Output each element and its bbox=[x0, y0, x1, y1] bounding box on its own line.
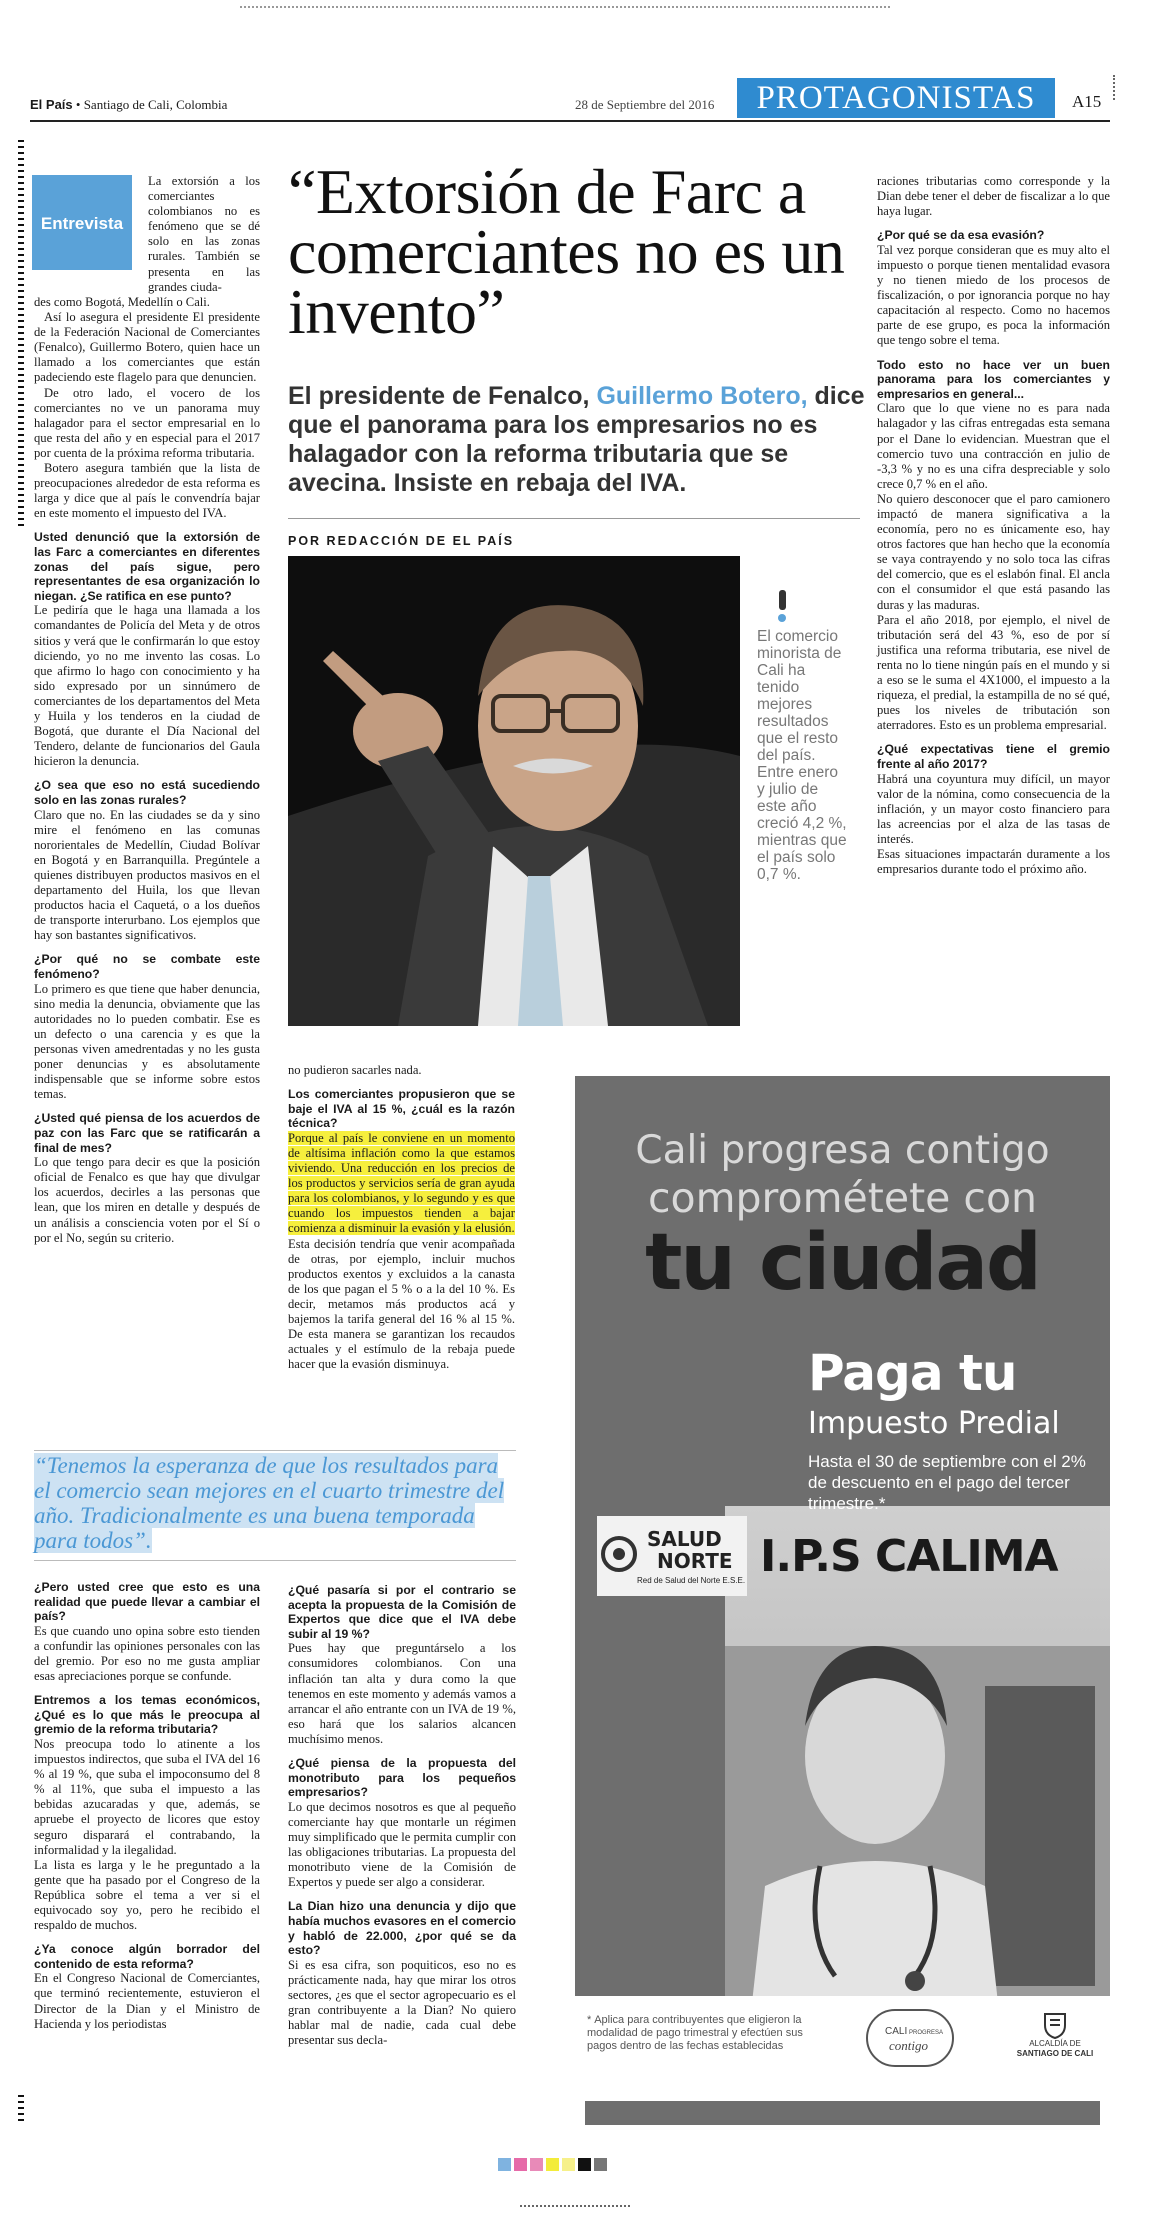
color-swatch bbox=[546, 2158, 559, 2171]
section-tag-label: Entrevista bbox=[40, 214, 124, 233]
question: Usted denunció que la extorsión de las Farc a comerciantes en diferentes zonas del país sigue, pero representantes de esa organización lo niegan. ¿Se ratifica en ese punto? bbox=[34, 530, 260, 603]
footnote-text: Aplica para contribuyentes que eligieron la modalidad de pago trimestral y efectúen sus pagos dentro de las fechas establecidas bbox=[587, 2014, 803, 2052]
deck-rule bbox=[288, 518, 860, 519]
deck-name: Guillermo Botero, bbox=[596, 382, 808, 410]
question: Todo esto no hace ver un buen panorama para los comerciantes y empresarios en general... bbox=[877, 357, 1110, 401]
column-1-continued bbox=[34, 1580, 260, 2032]
print-dots-right bbox=[1113, 75, 1117, 100]
color-swatch bbox=[578, 2158, 591, 2171]
ad-slogan-line2: comprométete con bbox=[647, 1174, 1038, 1222]
ad-building-image bbox=[725, 1506, 1110, 2066]
paragraph: Así lo asegura el presidente El presidente de la Federación Nacional de Comerciantes (Fenalco), Guillermo Botero, quien hace un llamado a los comerciantes que están padeciendo este flagelo para que denuncien. bbox=[34, 310, 260, 385]
question: ¿Qué expectativas tiene el gremio frente al año 2017? bbox=[877, 742, 1110, 771]
question: Los comerciantes propusieron que se baje el IVA al 15 %, ¿cuál es la razón técnica? bbox=[288, 1087, 515, 1131]
answer: Lo que decimos nosotros es que al pequeño comerciante hay que montarle un régimen muy simplificado que le permita cumplir con las obligaciones tributarias. La propuesta del monotributo viene de la Comisión de Expertos y puede ser algo a considerar. bbox=[288, 1799, 516, 1890]
answer: Claro que no. En las ciudades se da y sino mire el fenómeno en las comunas nororientales de Medellín, Ciudad Bolívar en Bogotá y en Barranquilla. Pregúntele a quienes distribuyen productos masivos en el departamento del Huila, los que llevan productos hacia el Caquetá, o a los dueños de transporte interurbano. Los ejemplos que hay son bastantes significativos. bbox=[34, 807, 260, 943]
issue-date: 28 de Septiembre del 2016 bbox=[575, 97, 715, 112]
paragraph: De otro lado, el vocero de los comerciantes no ve un panorama muy halagador para el sector empresarial en lo que resta del año y en especial para el 2017 por cuenta de la próxima reforma tributaria. bbox=[34, 385, 260, 460]
deck-text: dice que el panorama para los empresarios no es halagador con la reforma tributaria que se avecina. Insiste en rebaja del IVA. bbox=[288, 382, 865, 497]
answer: Si es esa cifra, son poquiticos, eso no es prácticamente nada, hay que mirar los otros sectores, ¿es que el sector agropecuario es el gran contribuyente a la Dian? No quiero hablar mal de nadie, cada cual debe presentar sus decla- bbox=[288, 1957, 516, 2048]
deck-text: El presidente de Fenalco, bbox=[288, 382, 597, 410]
portrait-photo bbox=[288, 556, 740, 1026]
paper-name: El País bbox=[30, 97, 73, 112]
answer: raciones tributarias como corresponde y la Dian debe tener el deber de fiscalizar a lo que haya lugar. bbox=[877, 174, 1110, 219]
answer: En el Congreso Nacional de Comerciantes, que terminó recientemente, estuvieron el Director de la Dian y el Ministro de Hacienda y los periodistas bbox=[34, 1971, 260, 2031]
pull-quote-text: “Tenemos la esperanza de que los resultados para el comercio sean mejores en el cuarto trimestre del año. Tradicionalmente es una buena temporada para todos”. bbox=[34, 1453, 505, 1553]
coat-of-arms-icon bbox=[1042, 2011, 1068, 2039]
section-title: PROTAGONISTAS bbox=[737, 78, 1055, 118]
pull-quote-rule-bottom bbox=[34, 1560, 516, 1561]
color-swatch bbox=[594, 2158, 607, 2171]
exclamation-icon bbox=[770, 588, 794, 629]
salud-logo-line2: NORTE bbox=[657, 1549, 733, 1573]
cali-logo-text-2: PROGRESA bbox=[909, 2030, 944, 2036]
ad-headline: Paga tu bbox=[808, 1344, 1017, 1402]
answer: Lo primero es que tiene que haber denuncia, sino media la denuncia, obviamente que las autoridades no lo pueden combatir. Ese es un defecto o una carencia y es que la personas viven amedrentadas y no les gusta poner denuncias y es absolutamente indispensable que se informe sobre estos temas. bbox=[34, 981, 260, 1102]
salud-logo-line1: SALUD bbox=[647, 1527, 722, 1551]
answer: Es que cuando uno opina sobre esto tienden a confundir las opiniones personales con las del gremio. Por eso no me gusta ampliar esas apreciaciones porque se confunde. bbox=[34, 1623, 260, 1684]
intro-text: La extorsión a los comerciantes colombianos no es fenómeno que se dé solo en las zonas rurales. También se presenta en las grandes ciuda- bbox=[148, 174, 260, 294]
cali-progresa-logo-icon bbox=[865, 2008, 955, 2068]
question: ¿O sea que eso no está sucediendo solo en las zonas rurales? bbox=[34, 778, 260, 807]
byline: POR REDACCIÓN DE EL PAÍS bbox=[288, 534, 515, 548]
column-3 bbox=[877, 174, 1110, 877]
question: ¿Qué piensa de la propuesta del monotributo para los pequeños empresarios? bbox=[288, 1756, 516, 1800]
header-rule bbox=[30, 120, 1110, 122]
column-2 bbox=[288, 1063, 515, 1372]
question: La Dian hizo una denuncia y dijo que había muchos evasores en el comercio y habló de 22.000, ¿por qué se da esto? bbox=[288, 1899, 516, 1958]
ad-slogan-line3: tu ciudad bbox=[645, 1218, 1040, 1308]
answer: Claro que lo que viene no es para nada halagador y las cifras entregadas esta semana por el Dane lo evidencian. Muestran que el comercio tuvo una contracción en julio de -3,3 % y no es una cifra despreciable y solo crece 0,7 % en el año. bbox=[877, 401, 1110, 491]
headline: “Extorsión de Farc a comerciantes no es un invento” bbox=[288, 156, 845, 347]
pull-quote-rule-top bbox=[34, 1450, 516, 1451]
ad-subheadline: Impuesto Predial bbox=[808, 1406, 1060, 1441]
alcaldia-line1: ALCALDÍA DE bbox=[1029, 2039, 1081, 2048]
paragraph: Botero asegura también que la lista de preocupaciones alrededor de esta reforma es larga y dice que al país le convendría bajar en este momento el impuesto del IVA. bbox=[34, 461, 260, 521]
answer: Le pediría que le haga una llamada a los comandantes de Policía del Meta y de otros sitios y verá que le confirmarán lo que estoy diciendo, yo no me invento las cosas. Lo que afirmo lo hago con conocimiento y ha sido expresado por un sinnúmero de comerciantes de los departamentos del Meta y Huila y los tenderos en la ciudad de Bogotá, que durante el Día Nacional del Tendero, delante de funcionarios del Gaula hicieron la denuncia. bbox=[34, 603, 260, 769]
advertisement bbox=[575, 1076, 1110, 2130]
question: ¿Usted qué piensa de los acuerdos de paz con las Farc que se ratificarán a final de mes? bbox=[34, 1111, 260, 1155]
column-2-continued bbox=[288, 1583, 516, 2048]
footnote-mark: * bbox=[587, 2014, 592, 2026]
answer: No quiero desconocer que el paro camionero impactó de manera significativa a la economía, pero no es únicamente eso, hay otros factores que han hecho que la economía se vaya contrayendo y no solo toca las cifras del comercio, que es el eslabón final. El ancla con el consumidor el que está pasando las duras y las maduras. bbox=[877, 491, 1110, 612]
question: Entremos a los temas económicos, ¿Qué es lo que más le preocupa al gremio de la reforma tributaria? bbox=[34, 1693, 260, 1737]
question: ¿Pero usted cree que esto es una realidad que puede llevar a cambiar el país? bbox=[34, 1580, 260, 1624]
cali-logo-text-3: contigo bbox=[889, 2038, 928, 2053]
question: ¿Por qué no se combate este fenómeno? bbox=[34, 952, 260, 982]
pull-quote bbox=[34, 1453, 516, 1553]
intro-text-cont: des como Bogotá, Medellín o Cali. bbox=[34, 295, 210, 309]
print-dots-bottom bbox=[520, 2205, 630, 2207]
answer: Lo que tengo para decir es que la posición oficial de Fenalco es que hay que divulgar los acuerdos, decirles a las personas que lean, que los miren en detalle y después de un análisis a consciencia voten por el Sí o por el No, según su criterio. bbox=[34, 1155, 260, 1245]
ad-footnote bbox=[587, 2014, 827, 2053]
deck bbox=[288, 382, 868, 498]
intro-paragraph bbox=[148, 174, 260, 295]
side-quote: El comercio minorista de Cali ha tenido mejores resultados que el resto del país. Entre enero y julio de este año creció 4,2 %, mientras que el país solo 0,7 %. bbox=[757, 628, 847, 883]
salud-logo-line3: Red de Salud del Norte E.S.E. bbox=[637, 1576, 746, 1585]
answer: Tal vez porque consideran que es muy alto el impuesto o porque tienen mentalidad evasora y no tienen miedo de los procesos de fiscalización, o por ignorancia porque no hay capacitación al respecto. Como no hacemos parte de ese grupo, es poca la información que tengo sobre el tema. bbox=[877, 242, 1110, 348]
cali-logo-text-1: CALI bbox=[885, 2026, 908, 2037]
answer: Habrá una coyuntura muy difícil, un mayor valor de la nómina, como consecuencia de la inflación, y un mayor costo financiero para las acreencias por el alza de las tasas de interés. bbox=[877, 771, 1110, 846]
city-name: Santiago de Cali, Colombia bbox=[83, 97, 228, 112]
margin-stripe bbox=[18, 140, 24, 530]
answer: Pues hay que preguntárselo a los consumidores colombianos. Con una inflación tan alta y dura como la que tenemos en este momento y además vamos a arrancar el año entrante con un IVA de 19 %, eso hará que los salarios alcancen muchísimo menos. bbox=[288, 1641, 516, 1746]
alcaldia-line2: SANTIAGO DE CALI bbox=[1016, 2049, 1094, 2058]
answer: Para el año 2018, por ejemplo, el nivel de tributación será del 43 %, eso de por sí justifica una reforma tributaria, ese nivel de renta no lo tiene ningún país en el mundo y si a eso se le suma el 4X1000, el impuesto a la riqueza, el predial, la estampilla de no sé qué, pues los niveles de tributación son aterradores. Esto es un problema empresarial. bbox=[877, 612, 1110, 733]
question: ¿Por qué se da esa evasión? bbox=[877, 228, 1045, 243]
ad-description: Hasta el 30 de septiembre con el 2% de descuento en el pago del tercer trimestre.* bbox=[808, 1452, 1086, 1513]
answer: Esas situaciones impactarán duramente a los empresarios durante todo el próximo año. bbox=[877, 847, 1110, 877]
question: ¿Ya conoce algún borrador del contenido de esta reforma? bbox=[34, 1942, 260, 1971]
page-number: A15 bbox=[1072, 92, 1102, 111]
question: ¿Qué pasaría si por el contrario se acepta la propuesta de la Comisión de Expertos que dice que el IVA debe subir al 19 %? bbox=[288, 1583, 516, 1641]
color-swatch bbox=[562, 2158, 575, 2171]
column-1 bbox=[34, 295, 260, 1246]
answer: Esta decisión tendría que venir acompañada de otras, por ejemplo, incluir muchos productos exentos y excluidos a la canasta de los que pagan el 5 % o a la del 10 %. Es decir, metamos más productos acá y bajemos la tarifa general del 16 % al 15 %. De esta manera se garantizan los recaudos actuales y el estímulo de la rebaja puede hacer que la evasión disminuya. bbox=[288, 1236, 515, 1372]
color-swatch bbox=[498, 2158, 511, 2171]
margin-stripe-bottom bbox=[18, 2095, 24, 2125]
folio-left: El País • Santiago de Cali, Colombia bbox=[30, 97, 228, 112]
color-swatch bbox=[514, 2158, 527, 2171]
ad-slogan-line1: Cali progresa contigo bbox=[635, 1128, 1050, 1173]
color-swatch bbox=[530, 2158, 543, 2171]
ad-bottom-stripe bbox=[585, 2101, 1100, 2125]
ips-sign: I.P.S CALIMA bbox=[760, 1531, 1058, 1582]
highlighted-answer: Porque al país le conviene en un momento de altísima inflación como la que estamos viviendo. Una reducción en los precios de los productos y servicios sería de gran ayuda para los colombianos, y lo segundo y es que cuando los impuestos tienden a bajar comienza a disminuir la evasión y la elusión. bbox=[288, 1130, 515, 1236]
color-registration-bar bbox=[498, 2158, 610, 2176]
answer: Nos preocupa todo lo atinente a los impuestos indirectos, que suba el IVA del 16 % al 19 %, que suba el impoconsumo del 8 % al 11%, que suba el impuesto a las bebidas azucaradas y que, además, se apruebe el proyecto de licores que estoy seguro disparará el contrabando, la informalidad y la ilegalidad. bbox=[34, 1736, 260, 1857]
answer: La lista es larga y le he preguntado a la gente que ha pasado por el Congreso de la República sobre el tema a ver si el equivocado soy yo, pero he recibido el respaldo de muchos. bbox=[34, 1857, 260, 1933]
answer: no pudieron sacarles nada. bbox=[288, 1063, 422, 1077]
print-dots-top bbox=[240, 6, 890, 10]
